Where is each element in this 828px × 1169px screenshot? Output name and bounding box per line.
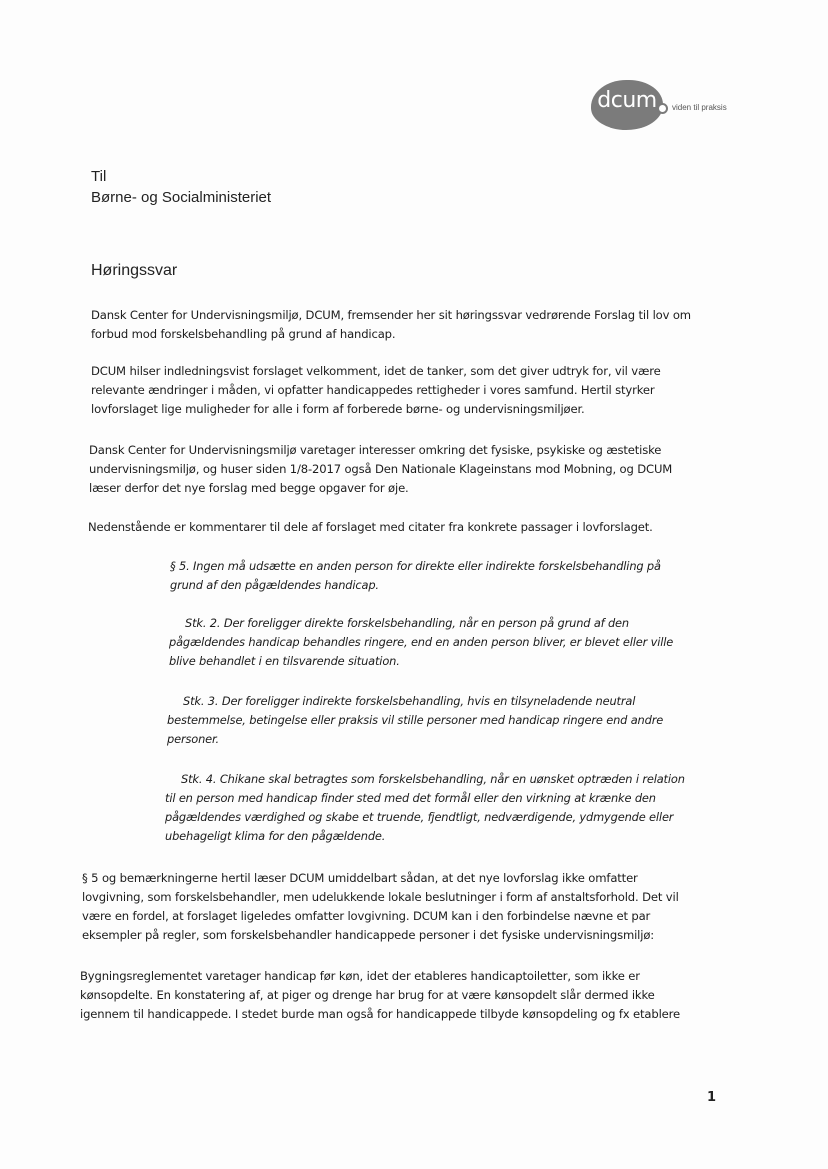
- text-line: forbud mod forskelsbehandling på grund af handicap.: [91, 327, 396, 341]
- quote-line: pågældendes værdighed og skabe et truende, fjendtligt, nedværdigende, ydmygende eller: [165, 810, 674, 824]
- paragraph-comments-intro: [88, 518, 653, 537]
- text-line: være en fordel, at forslaget ligeledes omfatter lovgivning. DCUM kan i den forbindelse nævne et par: [82, 909, 651, 923]
- text-line: kønsopdelte. En konstatering af, at piger og drenge har brug for at være kønsopdelt slår dermed ikke: [80, 988, 655, 1002]
- quote-line: blive behandlet i en tilsvarende situation.: [169, 654, 400, 668]
- recipient-line-2: Børne- og Socialministeriet: [91, 189, 272, 206]
- paragraph-section-5-remarks: [82, 869, 679, 945]
- quote-line: § 5. Ingen må udsætte en anden person for direkte eller indirekte forskelsbehandling på: [170, 559, 661, 573]
- page-number: 1: [707, 1090, 717, 1105]
- quote-line: Stk. 3. Der foreligger indirekte forskelsbehandling, hvis en tilsyneladende neutral: [183, 694, 636, 708]
- text-line: undervisningsmiljø, og huser siden 1/8-2017 også Den Nationale Klageinstans mod Mobning, og DCUM: [89, 462, 673, 476]
- text-line: DCUM hilser indledningsvist forslaget velkomment, idet de tanker, som det giver udtryk for, vil være: [91, 364, 661, 378]
- recipient-line-1: Til: [91, 168, 107, 185]
- quote-line: Stk. 2. Der foreligger direkte forskelsbehandling, når en person på grund af den: [185, 616, 629, 630]
- logo-dot-icon: [657, 103, 668, 114]
- quote-stk-3: [167, 692, 663, 749]
- quote-line: pågældendes handicap behandles ringere, end en anden person bliver, er blevet eller ville: [169, 635, 674, 649]
- quote-line: bestemmelse, betingelse eller praksis vil stille personer med handicap ringere end andre: [167, 713, 664, 727]
- logo-tagline: viden til praksis: [672, 103, 727, 112]
- text-line: læser derfor det nye forslag med begge opgaver for øje.: [89, 481, 409, 495]
- paragraph-dcum-role: [89, 441, 672, 498]
- paragraph-welcome: [91, 362, 661, 419]
- quote-section-5: [170, 557, 661, 595]
- text-line: Dansk Center for Undervisningsmiljø, DCUM, fremsender her sit høringssvar vedrørende Forslag til lov om: [91, 308, 691, 322]
- text-line: relevante ændringer i måden, vi opfatter handicappedes rettigheder i vores samfund. Hertil styrker: [91, 383, 655, 397]
- text-line: Nedenstående er kommentarer til dele af forslaget med citater fra konkrete passager i lovforslaget.: [88, 520, 653, 534]
- quote-stk-4: [165, 770, 685, 846]
- text-line: § 5 og bemærkningerne hertil læser DCUM umiddelbart sådan, at det nye lovforslag ikke omfatter: [82, 871, 638, 885]
- paragraph-building-regulations: [80, 967, 680, 1024]
- paragraph-intro: [91, 306, 691, 344]
- logo-brand-text: dcum: [597, 88, 657, 113]
- quote-line: ubehageligt klima for den pågældende.: [165, 829, 386, 843]
- dcum-logo: [591, 80, 663, 130]
- quote-line: til en person med handicap finder sted med det formål eller den virkning at krænke den: [165, 791, 656, 805]
- text-line: lovforslaget lige muligheder for alle i form af forberede børne- og undervisningsmiljøer.: [91, 402, 585, 416]
- text-line: Dansk Center for Undervisningsmiljø varetager interesser omkring det fysiske, psykiske og æstetiske: [89, 443, 662, 457]
- quote-line: personer.: [167, 732, 219, 746]
- text-line: igennem til handicappede. I stedet burde man også for handicappede tilbyde kønsopdeling og fx etablere: [80, 1007, 680, 1021]
- quote-stk-2: [169, 614, 673, 671]
- text-line: lovgivning, som forskelsbehandler, men udelukkende lokale beslutninger i form af anstaltsforhold. Det vil: [82, 890, 679, 904]
- text-line: Bygningsreglementet varetager handicap før køn, idet der etableres handicaptoiletter, som ikke er: [80, 969, 640, 983]
- quote-line: grund af den pågældendes handicap.: [170, 578, 379, 592]
- document-heading: Høringssvar: [91, 262, 178, 279]
- quote-line: Stk. 4. Chikane skal betragtes som forskelsbehandling, når en uønsket optræden i relation: [181, 772, 685, 786]
- text-line: eksempler på regler, som forskelsbehandler handicappede personer i det fysiske undervisningsmiljø:: [82, 928, 655, 942]
